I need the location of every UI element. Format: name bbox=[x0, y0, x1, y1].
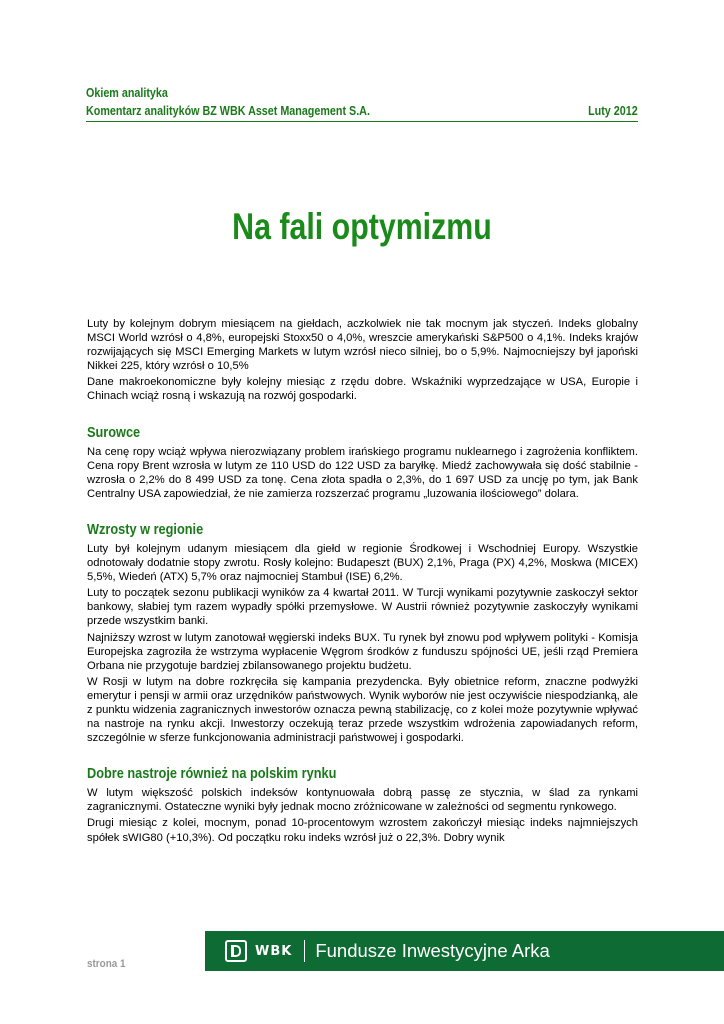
section-paragraph: W Rosji w lutym na dobre rozkręciła się kampania prezydencka. Były obietnice reform, znaczne podwyżki emerytur i pensji w armii oraz urzędników państwowych. Wynik wyborów nie jest oczywiście niespodzianką, ale z punktu widzenia zagranicznych inwestorów oznacza pewną stabilizację, co z kolei może pozytywnie wpływać na nastroje na rynku akcji. Inwestorzy oczekują teraz przede wszystkim wdrożenia zapowiadanych reform, szczególnie w sferze funkcjonowania administracji państwowej i gospodarki. bbox=[87, 675, 638, 745]
header-subtitle: Komentarz analityków BZ WBK Asset Management S.A. bbox=[86, 104, 370, 118]
section-paragraph: Luty to początek sezonu publikacji wyników za 4 kwartał 2011. W Turcji wynikami pozytywnie zaskoczył sektor bankowy, słabiej tym razem wypadły spółki przemysłowe. W Austrii również pozytywnie zaskoczyły wynikami przede wszystkim banki. bbox=[87, 587, 638, 628]
footer-brand-text: Fundusze Inwestycyjne Arka bbox=[315, 940, 550, 961]
bz-logo-icon bbox=[225, 940, 247, 962]
section-polish-market bbox=[87, 747, 638, 844]
section-paragraph: Najniższy wzrost w lutym zanotował węgierski indeks BUX. Tu rynek był znowu pod wpływem polityki - Komisja Europejska zagroziła że wstrzyma wypłacenie Węgrom środków z funduszu spójności UE, jeśli rząd Premiera Orbana nie przygotuje bardziej zbilansowanego projektu budżetu. bbox=[87, 631, 638, 672]
footer-brand-bar bbox=[205, 931, 724, 971]
section-heading: Dobre nastroje również na polskim rynku bbox=[87, 765, 337, 783]
section-paragraph: W lutym większość polskich indeksów kontynuowała dobrą passę ze stycznia, w ślad za rynkami zagranicznymi. Ostateczne wyniki były jednak mocno zróżnicowane w zależności od segmentu rynkowego. bbox=[87, 787, 638, 814]
header-row bbox=[86, 104, 638, 118]
intro-paragraph: Luty by kolejnym dobrym miesiącem na giełdach, aczkolwiek nie tak mocnym jak styczeń. Indeks globalny MSCI World wzrósł o 4,8%, europejski Stoxx50 o 4,0%, wreszcie amerykański S&P500 o 4,1%. Indeks krajów rozwijających się MSCI Emerging Markets w lutym wzrósł nieco silniej, bo o 5,9%. Najmocniejszy był japoński Nikkei 225, który wzrósł o 10,5% bbox=[87, 318, 638, 373]
section-paragraph: Luty był kolejnym udanym miesiącem dla giełd w regionie Środkowej i Wschodniej Europy. Wszystkie odnotowały dodatnie stopy zwrotu. Rosły kolejno: Budapeszt (BUX) 2,1%, Praga (PX) 4,2%, Moskwa (MICEX) 5,5%, Wiedeń (ATX) 5,7% oraz najmocniej Stambuł (ISE) 6,2%. bbox=[87, 542, 638, 584]
section-region bbox=[87, 503, 638, 745]
document-title: Na fali optymizmu bbox=[232, 206, 492, 247]
header-divider bbox=[86, 121, 638, 122]
section-paragraph: Drugi miesiąc z kolei, mocnym, ponad 10-procentowym wzrostem zakończył miesiąc indeks najmniejszych spółek sWIG80 (+10,3%). Od początku roku indeks wzrósł już o 22,3%. Dobry wynik bbox=[87, 817, 638, 844]
section-raw-materials bbox=[87, 406, 638, 501]
section-heading: Surowce bbox=[87, 423, 141, 441]
wbk-logo: WBK bbox=[255, 943, 293, 959]
article-body bbox=[87, 317, 638, 847]
intro-paragraph: Dane makroekonomiczne były kolejny miesiąc z rzędu dobre. Wskaźniki wyprzedzające w USA, Europie i Chinach wciąż rosną i wskazują na rozwój gospodarki. bbox=[87, 376, 638, 403]
section-heading: Wzrosty w regionie bbox=[87, 520, 204, 538]
header-date: Luty 2012 bbox=[588, 104, 638, 118]
section-paragraph: Na cenę ropy wciąż wpływa nierozwiązany problem irańskiego programu nuklearnego i zagrożenia konfliktem. Cena ropy Brent wzrosła w lutym ze 110 USD do 122 USD za baryłkę. Miedź zachowywała się dość stabilnie - wzrosła o 2,2% do 8 499 USD za tonę. Cena złota spadła o 2,3%, do 1 697 USD za uncję po tym, jak Bank Centralny USA zapowiedział, że nie zamierza rozszerzać programu „luzowania ilościowego” dolara. bbox=[87, 445, 638, 500]
header-series: Okiem analityka bbox=[86, 86, 168, 100]
page-number: strona 1 bbox=[87, 958, 126, 970]
footer-separator bbox=[304, 940, 305, 962]
